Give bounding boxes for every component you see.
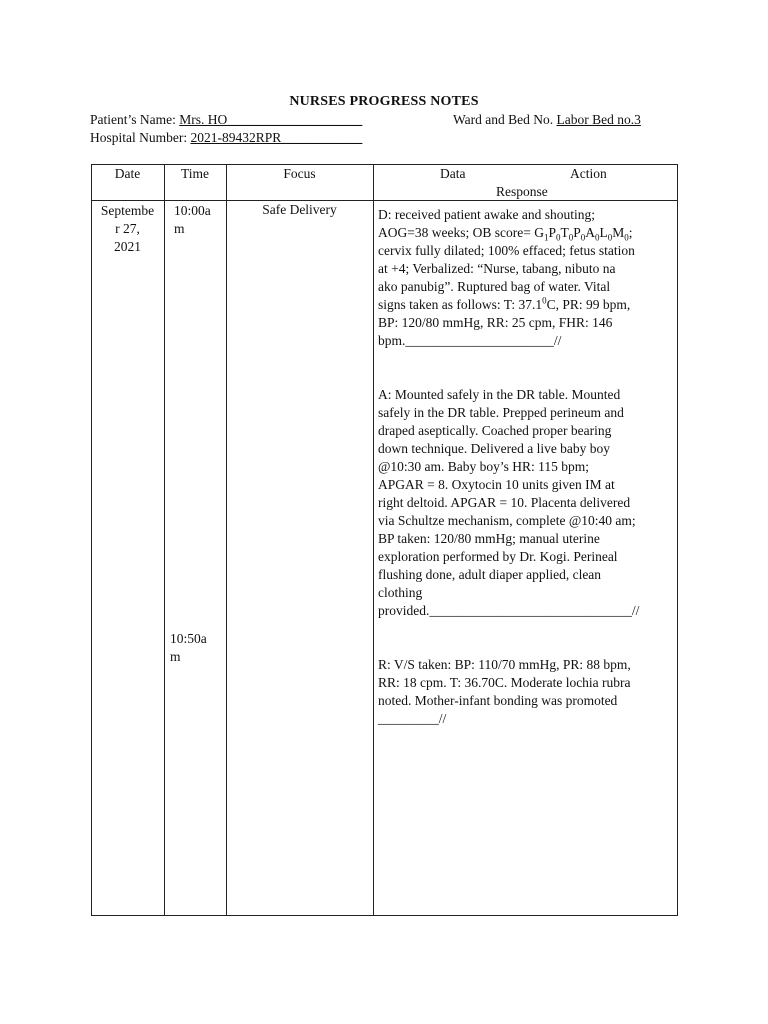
data-section — [378, 206, 635, 350]
action-section — [378, 386, 639, 620]
column-divider-focus — [373, 164, 374, 915]
header-response: Response — [496, 184, 548, 199]
header-data: Data — [440, 166, 466, 181]
data-line: ako panubig”. Ruptured bag of water. Vital — [378, 279, 611, 294]
patient-name-value: Mrs. HO____________________ — [179, 112, 363, 127]
action-line: flushing done, adult diaper applied, clean — [378, 567, 602, 582]
action-line: safely in the DR table. Prepped perineum and — [378, 405, 624, 420]
action-line: draped aseptically. Coached proper bearing — [378, 423, 612, 438]
table-header-divider — [91, 200, 678, 201]
hospital-number-row — [90, 130, 362, 146]
data-line: AOG=38 weeks; OB score= $G_1P_0T_0P_0A_0L_0M_0$; — [378, 225, 633, 243]
data-line: bpm.______________________// — [378, 333, 562, 348]
table-left-border — [91, 164, 92, 915]
header-time: Time — [180, 166, 209, 181]
data-line: signs taken as follows: T: 37.1$^0$C, PR: 99 bpm, — [378, 295, 631, 312]
header-action: Action — [570, 166, 607, 181]
data-line: at +4; Verbalized: “Nurse, tabang, nibuto na — [378, 261, 616, 276]
response-line: noted. Mother-infant bonding was promoted — [378, 693, 618, 708]
focus-cell: Safe Delivery — [262, 202, 337, 217]
time-cell-2 — [170, 630, 207, 666]
patient-name-row — [90, 112, 362, 128]
action-line: A: Mounted safely in the DR table. Mounted — [378, 387, 621, 402]
action-line: right deltoid. APGAR = 10. Placenta delivered — [378, 495, 631, 510]
ward-bed-label: Ward and Bed No. — [453, 112, 554, 127]
date-line: 2021 — [114, 239, 141, 254]
table-top-border — [91, 164, 678, 165]
response-line: _________// — [378, 711, 447, 726]
table-right-border — [677, 164, 678, 915]
action-line: BP taken: 120/80 mmHg; manual uterine — [378, 531, 600, 546]
date-line: Septembe — [100, 203, 155, 218]
date-cell — [91, 202, 164, 256]
patient-name-label: Patient’s Name: — [90, 112, 176, 127]
hospital-number-label: Hospital Number: — [90, 130, 188, 145]
ward-bed-row — [453, 112, 641, 128]
table-bottom-border — [91, 915, 678, 916]
action-line: clothing — [378, 585, 423, 600]
response-line: RR: 18 cpm. T: 36.70C. Moderate lochia rubra — [378, 675, 631, 690]
action-line: provided.______________________________// — [378, 603, 640, 618]
data-line: D: received patient awake and shouting; — [378, 207, 596, 222]
data-line: cervix fully dilated; 100% effaced; fetus station — [378, 243, 635, 258]
column-divider-time — [226, 164, 227, 915]
date-line: r 27, — [115, 221, 140, 236]
action-line: APGAR = 8. Oxytocin 10 units given IM at — [378, 477, 615, 492]
time-line: 10:50a — [170, 631, 207, 646]
time-line: m — [174, 221, 185, 236]
action-line: via Schultze mechanism, complete @10:40 am; — [378, 513, 636, 528]
column-divider-date — [164, 164, 165, 915]
hospital-number-value: 2021-89432RPR____________ — [190, 130, 363, 145]
header-focus: Focus — [283, 166, 316, 181]
ward-bed-value: Labor Bed no.3 — [556, 112, 641, 127]
document-title: NURSES PROGRESS NOTES — [289, 94, 479, 109]
response-line: R: V/S taken: BP: 110/70 mmHg, PR: 88 bpm, — [378, 657, 631, 672]
response-section — [378, 656, 631, 728]
header-date: Date — [114, 166, 141, 181]
action-line: down technique. Delivered a live baby boy — [378, 441, 611, 456]
time-cell-1 — [174, 202, 211, 238]
time-line: 10:00a — [174, 203, 211, 218]
action-line: @10:30 am. Baby boy’s HR: 115 bpm; — [378, 459, 590, 474]
action-line: exploration performed by Dr. Kogi. Perineal — [378, 549, 618, 564]
data-line: BP: 120/80 mmHg, RR: 25 cpm, FHR: 146 — [378, 315, 613, 330]
time-line: m — [170, 649, 181, 664]
